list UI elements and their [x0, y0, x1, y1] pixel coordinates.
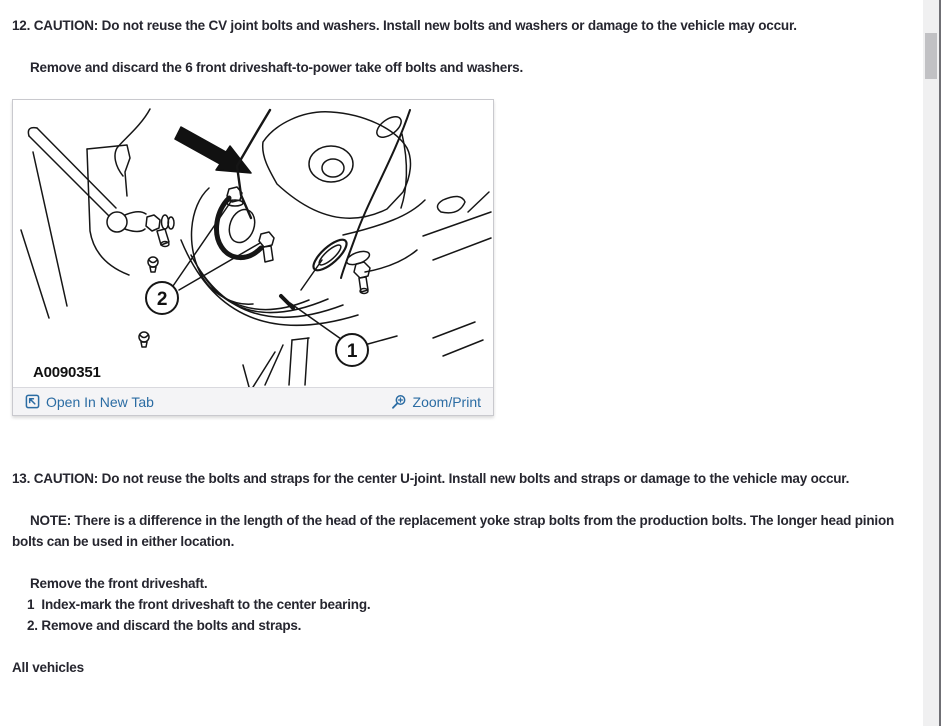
callout-2-label: 2: [156, 289, 168, 310]
background-line: [433, 322, 475, 338]
step-13-action: Remove the front driveshaft.: [30, 576, 208, 591]
callout-1-leader-end: [281, 296, 293, 308]
substep-1: 1 Index-mark the front driveshaft to the center bearing.: [27, 597, 371, 612]
wrench-handle: [37, 128, 116, 208]
figure-footer: [13, 387, 493, 415]
figure-id-label: A0090351: [33, 364, 101, 381]
step-13-caution: 13. CAUTION: Do not reuse the bolts and straps for the center U-joint. Install new bolts and straps or damage to the vehicle may occur.: [12, 471, 850, 486]
background-line: [437, 196, 465, 212]
background-line: [365, 250, 417, 272]
step-12-action: Remove and discard the 6 front driveshaft-to-power take off bolts and washers.: [30, 60, 523, 75]
edge-line: [341, 110, 410, 278]
open-in-new-tab-icon: [25, 394, 40, 409]
callout-1-leader: [301, 260, 322, 290]
wrench-eye: [107, 212, 127, 232]
screw: [148, 257, 158, 272]
panel-line: [21, 230, 49, 318]
bell-inner: [225, 206, 259, 246]
all-vehicles-heading: All vehicles: [12, 660, 84, 675]
zoom-print-icon: [391, 394, 407, 410]
bracket-outline: [87, 149, 129, 275]
bracket-outline: [87, 145, 130, 196]
wrench-handle: [28, 128, 37, 136]
bolt-stud: [263, 246, 273, 262]
background-line: [443, 340, 483, 356]
figure-drawing: [13, 100, 493, 387]
step-12-caution: 12. CAUTION: Do not reuse the CV joint bolts and washers. Install new bolts and washers or damage to the vehicle may occur.: [12, 18, 797, 33]
screw: [139, 332, 149, 347]
wrench-jaw: [125, 212, 146, 215]
zoom-print-label: Zoom/Print: [412, 393, 481, 410]
zoom-print-link[interactable]: [391, 394, 481, 410]
frame-line: [289, 340, 292, 385]
background-line: [423, 212, 491, 236]
callout-2-leader: [179, 243, 260, 290]
open-in-new-tab-link[interactable]: [25, 394, 154, 409]
wrench-jaw: [125, 229, 145, 232]
hex-bolt: [354, 262, 370, 278]
bracket-curve: [115, 109, 150, 176]
open-in-new-tab-label: Open In New Tab: [46, 393, 154, 410]
frame-line: [305, 338, 308, 385]
step-13-note: NOTE: There is a difference in the length of the head of the replacement yoke strap bolts from the production bolts. The longer head pinion bolts can be used in either location.: [12, 513, 895, 549]
bolt-stud: [157, 229, 169, 245]
pointer-arrow: [175, 127, 251, 173]
housing-hole-inner: [322, 159, 344, 177]
hex-bolt: [146, 215, 160, 231]
vertical-scrollbar-track[interactable]: [923, 0, 939, 726]
background-line: [468, 192, 489, 212]
callout-1-leader: [368, 336, 397, 344]
substep-2: 2. Remove and discard the bolts and straps.: [27, 618, 302, 633]
hex-bolt: [259, 232, 274, 247]
frame-line: [292, 338, 309, 340]
figure-card: [12, 99, 494, 416]
vertical-scrollbar-thumb[interactable]: [925, 33, 937, 79]
background-line: [433, 238, 491, 260]
callout-1-label: 1: [346, 341, 358, 362]
frame-line: [243, 365, 249, 387]
